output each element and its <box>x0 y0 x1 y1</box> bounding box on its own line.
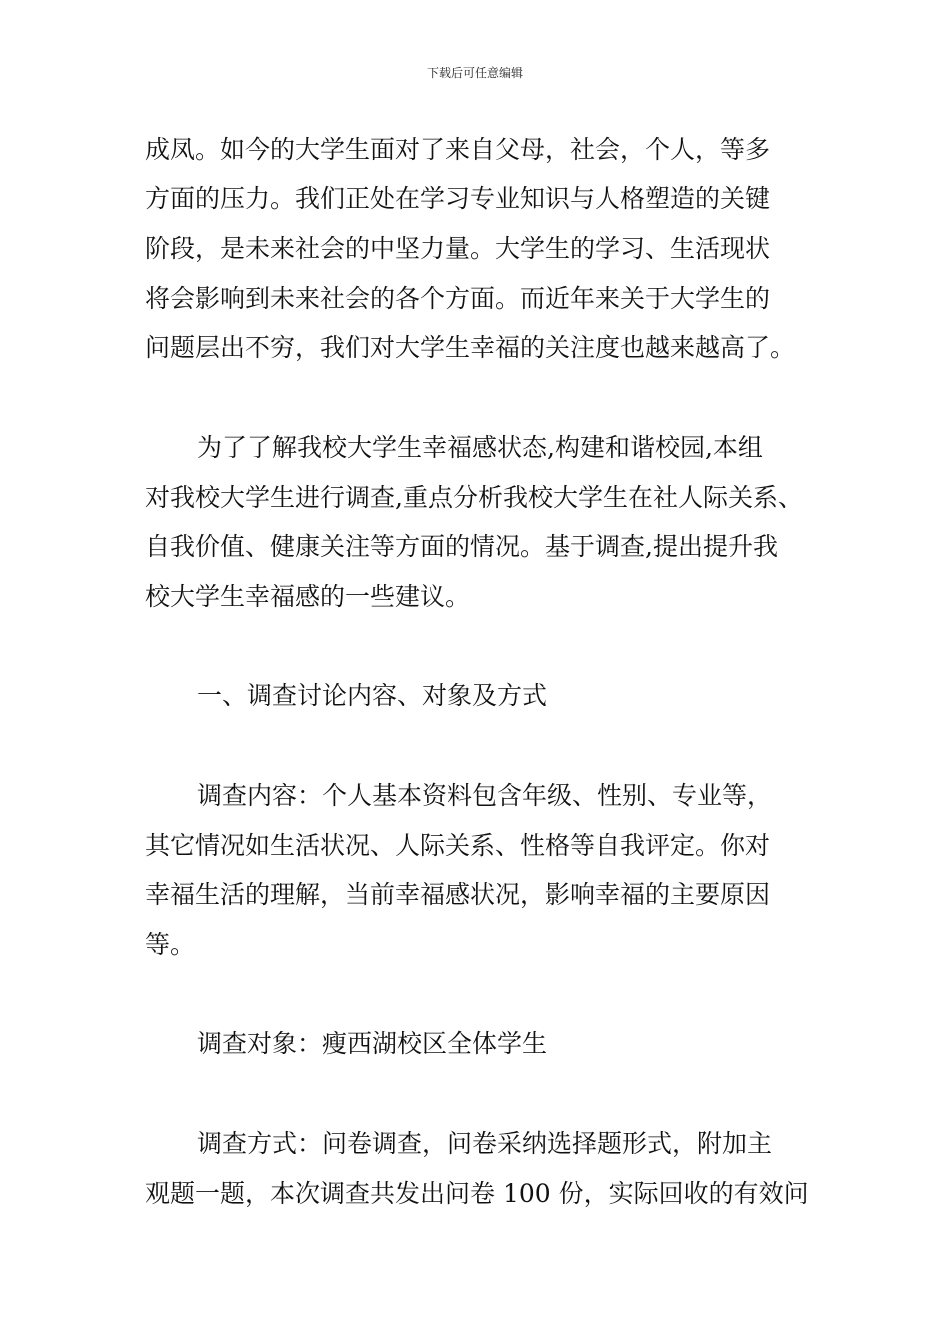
paragraph-line: 调查内容：个人基本资料包含年级、性别、专业等， <box>197 781 773 810</box>
paragraph-line: 阶段，是未来社会的中坚力量。大学生的学习、生活现状 <box>145 234 771 263</box>
paragraph-line: 等。 <box>145 930 196 959</box>
paragraph-line: 观题一题，本次调查共发出问卷 100 份，实际回收的有效问 <box>145 1179 809 1208</box>
section-heading: 一、调查讨论内容、对象及方式 <box>197 681 548 710</box>
paragraph-line: 对我校大学生进行调查,重点分析我校大学生在社人际关系、 <box>145 483 803 512</box>
page-header: 下载后可任意编辑 <box>426 66 523 80</box>
paragraph-line: 幸福生活的理解，当前幸福感状况，影响幸福的主要原因 <box>145 880 771 909</box>
paragraph-line: 将会影响到未来社会的各个方面。而近年来关于大学生的 <box>145 284 771 313</box>
paragraph-line: 校大学生幸福感的一些建议。 <box>145 582 471 611</box>
paragraph-line: 自我价值、健康关注等方面的情况。基于调查,提出提升我 <box>145 532 778 561</box>
paragraph-line: 成凤。如今的大学生面对了来自父母，社会，个人，等多 <box>145 135 771 164</box>
paragraph-line: 调查对象：瘦西湖校区全体学生 <box>197 1029 548 1058</box>
paragraph-line: 为了了解我校大学生幸福感状态,构建和谐校园,本组 <box>197 433 763 462</box>
paragraph-line: 问题层出不穷，我们对大学生幸福的关注度也越来越高了。 <box>145 333 796 362</box>
paragraph-line: 其它情况如生活状况、人际关系、性格等自我评定。你对 <box>145 831 771 860</box>
paragraph-line: 方面的压力。我们正处在学习专业知识与人格塑造的关键 <box>145 184 771 213</box>
paragraph-line: 调查方式：问卷调查，问卷采纳选择题形式，附加主 <box>197 1129 773 1158</box>
